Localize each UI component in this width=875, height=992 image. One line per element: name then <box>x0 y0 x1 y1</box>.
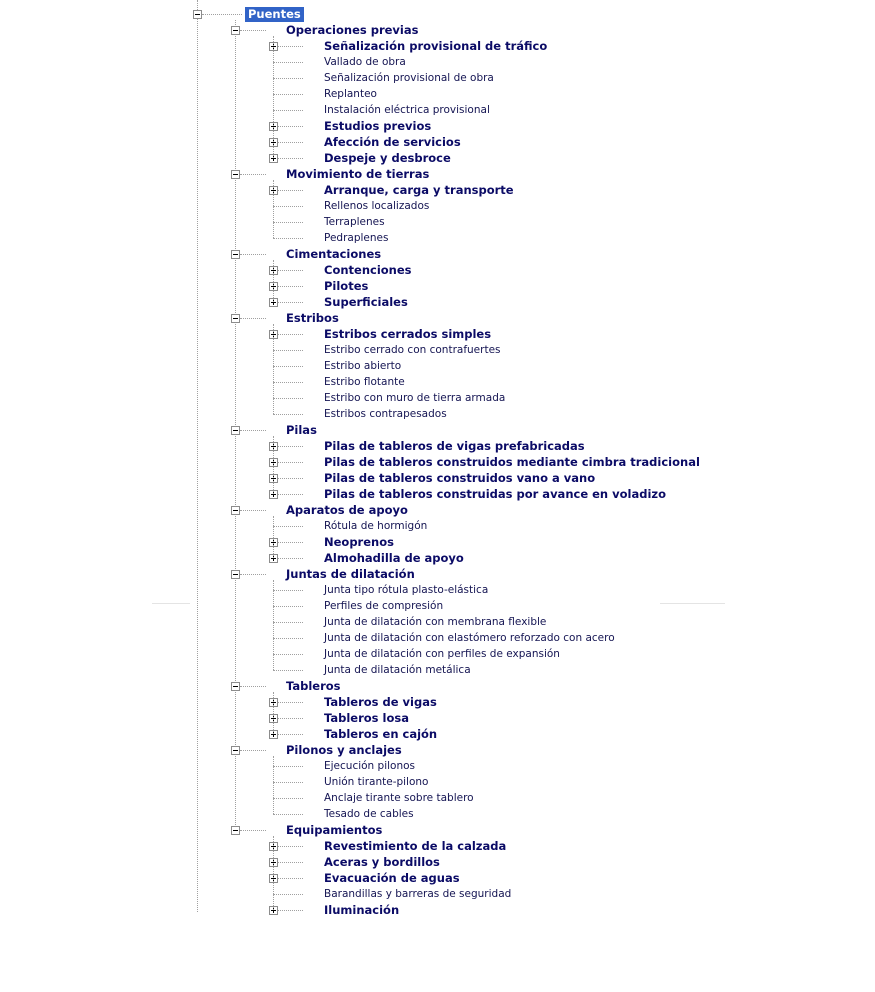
tree-node-ejecucion-pilonos[interactable]: Ejecución pilonos <box>324 760 416 772</box>
tree-node-estribos-cerrados-simples[interactable]: Estribos cerrados simples <box>324 327 492 341</box>
tree-node-tableros-en-cajon[interactable]: Tableros en cajón <box>324 727 438 741</box>
tree-guide-level-2 <box>273 260 274 302</box>
collapse-icon[interactable] <box>193 10 202 19</box>
tree-connector <box>240 510 266 511</box>
tree-connector <box>273 590 303 591</box>
tree-connector <box>273 238 303 239</box>
tree-node-contenciones[interactable]: Contenciones <box>324 263 412 277</box>
collapse-icon[interactable] <box>231 826 240 835</box>
tree-node-pilas-de-tableros-construidos-mediante-cimbra-tradicional[interactable]: Pilas de tableros construidos mediante cimbra tradicional <box>324 455 700 469</box>
tree-node-pilas-de-tableros-construidos-vano-a-vano[interactable]: Pilas de tableros construidos vano a vano <box>324 471 596 485</box>
tree-guide-level-2 <box>273 436 274 494</box>
tree-node-juntas-de-dilatacion[interactable]: Juntas de dilatación <box>286 567 415 581</box>
collapse-icon[interactable] <box>231 570 240 579</box>
tree-connector <box>202 14 242 15</box>
tree-connector <box>240 830 266 831</box>
collapse-icon[interactable] <box>231 26 240 35</box>
collapse-icon[interactable] <box>231 506 240 515</box>
collapse-icon[interactable] <box>231 170 240 179</box>
tree-guide-level-2 <box>273 692 274 734</box>
tree-node-instalacion-electrica-provisional[interactable]: Instalación eléctrica provisional <box>324 104 490 116</box>
tree-connector <box>240 254 266 255</box>
tree-node-vallado-de-obra[interactable]: Vallado de obra <box>324 56 406 68</box>
tree-connector <box>240 318 266 319</box>
tree-guide-level-2 <box>273 756 274 814</box>
tree-connector <box>240 174 266 175</box>
tree-node-aparatos-de-apoyo[interactable]: Aparatos de apoyo <box>286 503 408 517</box>
tree-node-revestimiento-de-la-calzada[interactable]: Revestimiento de la calzada <box>324 839 507 853</box>
tree-node-barandillas-y-barreras-de-seguridad[interactable]: Barandillas y barreras de seguridad <box>324 888 512 900</box>
tree-node-tableros[interactable]: Tableros <box>286 679 341 693</box>
tree-connector <box>273 350 303 351</box>
tree-node-almohadilla-de-apoyo[interactable]: Almohadilla de apoyo <box>324 551 464 565</box>
collapse-icon[interactable] <box>231 314 240 323</box>
tree-node-junta-tipo-rotula-plasto-elastica[interactable]: Junta tipo rótula plasto-elástica <box>324 584 489 596</box>
tree-guide-level-2 <box>273 516 274 558</box>
tree-node-afeccion-de-servicios[interactable]: Afección de servicios <box>324 135 461 149</box>
tree-node-rellenos-localizados[interactable]: Rellenos localizados <box>324 200 430 212</box>
tree-node-estribo-abierto[interactable]: Estribo abierto <box>324 360 402 372</box>
collapse-icon[interactable] <box>231 250 240 259</box>
tree-node-superficiales[interactable]: Superficiales <box>324 295 408 309</box>
tree-node-aceras-y-bordillos[interactable]: Aceras y bordillos <box>324 855 440 869</box>
tree-node-estudios-previos[interactable]: Estudios previos <box>324 119 432 133</box>
tree-connector <box>273 814 303 815</box>
tree-node-pilotes[interactable]: Pilotes <box>324 279 369 293</box>
tree-node-senalizacion-provisional-de-trafico[interactable]: Señalización provisional de tráfico <box>324 39 548 53</box>
tree-connector <box>273 110 303 111</box>
tree-node-estribo-cerrado-con-contrafuertes[interactable]: Estribo cerrado con contrafuertes <box>324 344 501 356</box>
right-separator-line <box>660 603 725 604</box>
tree-node-tableros-losa[interactable]: Tableros losa <box>324 711 409 725</box>
tree-node-anclaje-tirante-sobre-tablero[interactable]: Anclaje tirante sobre tablero <box>324 792 474 804</box>
tree-connector <box>273 798 303 799</box>
tree-node-operaciones-previas[interactable]: Operaciones previas <box>286 23 419 37</box>
tree-guide-root <box>197 0 198 912</box>
tree-node-pedraplenes[interactable]: Pedraplenes <box>324 232 389 244</box>
tree-node-estribo-con-muro-de-tierra-armada[interactable]: Estribo con muro de tierra armada <box>324 392 506 404</box>
tree-node-estribo-flotante[interactable]: Estribo flotante <box>324 376 405 388</box>
tree-node-pilas-de-tableros-de-vigas-prefabricadas[interactable]: Pilas de tableros de vigas prefabricadas <box>324 439 585 453</box>
tree-connector <box>240 30 266 31</box>
tree-guide-level-2 <box>273 836 274 910</box>
tree-node-junta-de-dilatacion-con-elastomero-reforzado-con-acero[interactable]: Junta de dilatación con elastómero reforzado con acero <box>324 632 615 644</box>
tree-connector <box>273 414 303 415</box>
tree-node-neoprenos[interactable]: Neoprenos <box>324 535 394 549</box>
tree-node-junta-de-dilatacion-con-perfiles-de-expansion[interactable]: Junta de dilatación con perfiles de expansión <box>324 648 560 660</box>
tree-connector <box>273 94 303 95</box>
tree-node-movimiento-de-tierras[interactable]: Movimiento de tierras <box>286 167 430 181</box>
tree-node-pilas[interactable]: Pilas <box>286 423 317 437</box>
tree-connector <box>273 622 303 623</box>
left-separator-line <box>152 603 190 604</box>
tree-guide-level-2 <box>273 180 274 238</box>
tree-connector <box>273 782 303 783</box>
tree-node-pilonos-y-anclajes[interactable]: Pilonos y anclajes <box>286 743 402 757</box>
tree-connector <box>273 62 303 63</box>
tree-node-pilas-de-tableros-construidas-por-avance-en-voladizo[interactable]: Pilas de tableros construidas por avance en voladizo <box>324 487 666 501</box>
tree-connector <box>240 750 266 751</box>
tree-connector <box>273 78 303 79</box>
tree-node-senalizacion-provisional-de-obra[interactable]: Señalización provisional de obra <box>324 72 494 84</box>
tree-connector <box>273 222 303 223</box>
tree-connector <box>273 382 303 383</box>
tree-node-perfiles-de-compresion[interactable]: Perfiles de compresión <box>324 600 444 612</box>
tree-connector <box>273 638 303 639</box>
tree-connector <box>273 606 303 607</box>
tree-node-terraplenes[interactable]: Terraplenes <box>324 216 385 228</box>
tree-guide-level-2 <box>273 36 274 158</box>
tree-node-arranque-carga-y-transporte[interactable]: Arranque, carga y transporte <box>324 183 514 197</box>
collapse-icon[interactable] <box>231 682 240 691</box>
tree-node-union-tirante-pilono[interactable]: Unión tirante-pilono <box>324 776 429 788</box>
tree-connector <box>273 206 303 207</box>
tree-guide-level-2 <box>273 580 274 670</box>
tree-connector <box>273 398 303 399</box>
tree-node-junta-de-dilatacion-metalica[interactable]: Junta de dilatación metálica <box>324 664 471 676</box>
tree-node-replanteo[interactable]: Replanteo <box>324 88 377 100</box>
tree-connector <box>273 766 303 767</box>
tree-connector <box>240 574 266 575</box>
tree-guide-level-2 <box>273 324 274 414</box>
tree-node-despeje-y-desbroce[interactable]: Despeje y desbroce <box>324 151 451 165</box>
collapse-icon[interactable] <box>231 426 240 435</box>
tree-node-iluminacion[interactable]: Iluminación <box>324 903 400 917</box>
tree-root-puentes[interactable]: Puentes <box>245 7 304 22</box>
tree-guide-level-1 <box>235 20 236 829</box>
tree-node-rotula-de-hormigon[interactable]: Rótula de hormigón <box>324 520 428 532</box>
tree-connector <box>273 526 303 527</box>
tree-connector <box>273 366 303 367</box>
tree-node-estribos-contrapesados[interactable]: Estribos contrapesados <box>324 408 447 420</box>
collapse-icon[interactable] <box>231 746 240 755</box>
tree-connector <box>273 894 303 895</box>
tree-node-equipamientos[interactable]: Equipamientos <box>286 823 383 837</box>
tree-node-evacuacion-de-aguas[interactable]: Evacuación de aguas <box>324 871 460 885</box>
tree-connector <box>273 670 303 671</box>
tree-node-estribos[interactable]: Estribos <box>286 311 339 325</box>
tree-node-junta-de-dilatacion-con-membrana-flexible[interactable]: Junta de dilatación con membrana flexible <box>324 616 547 628</box>
tree-node-tableros-de-vigas[interactable]: Tableros de vigas <box>324 695 437 709</box>
tree-connector <box>273 654 303 655</box>
tree-node-tesado-de-cables[interactable]: Tesado de cables <box>324 808 414 820</box>
tree-connector <box>240 430 266 431</box>
tree-connector <box>240 686 266 687</box>
tree-node-cimentaciones[interactable]: Cimentaciones <box>286 247 382 261</box>
